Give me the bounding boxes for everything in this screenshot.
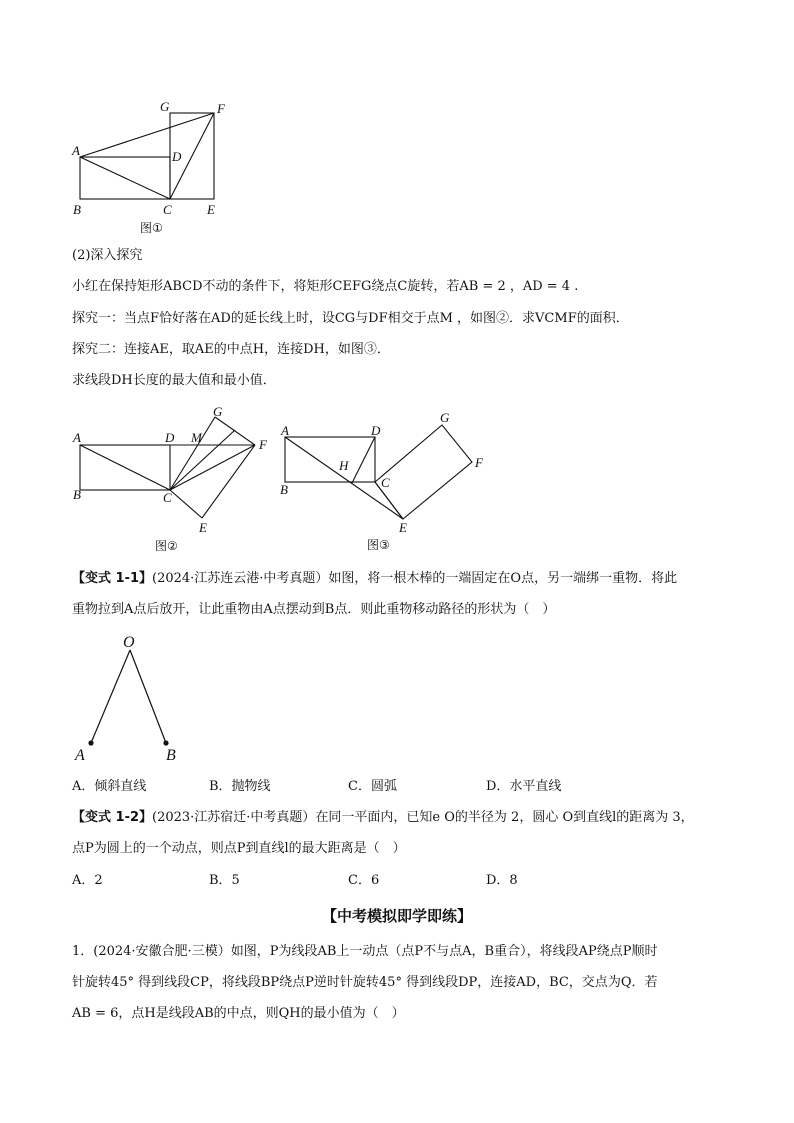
label-e: E xyxy=(199,520,207,535)
label-c: C xyxy=(163,202,172,217)
variant-1-2-line-2: 点P为圆上的一个动点，则点P到直线l的最大距离是（ ） xyxy=(72,841,406,856)
variant-1-1-line-2: 重物拉到A点后放开，让此重物由A点摆动到B点．则此重物移动路径的形状为（ ） xyxy=(72,602,556,617)
label-a: A xyxy=(72,143,80,158)
figure-2-caption: 图② xyxy=(155,539,178,553)
label-d: D xyxy=(371,423,381,438)
variant-1-1-tag: 【变式 1-1】 xyxy=(72,571,153,586)
paragraph-2: 探究一：当点F恰好落在AD的延长线上时，设CG与DF相交于点M ，如图②．求VCMF的面积． xyxy=(72,311,629,326)
figure-1 xyxy=(60,95,260,240)
paragraph-1: 小红在保持矩形ABCD不动的条件下，将矩形CEFG绕点C旋转，若AB = 2 ，AD = 4 . xyxy=(72,279,579,294)
label-e: E xyxy=(207,202,215,217)
variant-1-2-tag: 【变式 1-2】 xyxy=(72,810,153,825)
label-f: F xyxy=(475,455,483,470)
variant-1-1-option-a[interactable]: A．倾斜直线 xyxy=(72,779,147,794)
label-h: H xyxy=(339,458,349,473)
variant-1-2-option-a[interactable]: A．2 xyxy=(72,873,103,888)
figure-1-caption: 图① xyxy=(140,221,163,235)
label-b: B xyxy=(73,202,81,217)
label-b: B xyxy=(166,747,176,764)
point-a xyxy=(88,740,93,745)
rectangle-cefg xyxy=(375,425,472,519)
problem-1-line-2: 针旋转45° 得到线段CP，将线段BP绕点P逆时针旋转45° 得到线段DP，连接AD，BC，交点为Q．若 xyxy=(72,975,658,990)
label-c: C xyxy=(163,490,172,505)
variant-1-1-option-b[interactable]: B．抛物线 xyxy=(209,779,271,794)
label-b: B xyxy=(280,482,288,497)
label-a: A xyxy=(281,423,289,438)
label-m: M xyxy=(191,430,202,445)
figure-3-caption: 图③ xyxy=(367,538,390,552)
point-b xyxy=(163,740,168,745)
section-heading: 【中考模拟即学即练】 xyxy=(321,907,472,925)
problem-1-line-1: 1．(2024·安徽合肥·三模）如图，P为线段AB上一动点（点P不与点A，B重合），将线段AP绕点P顺时 xyxy=(72,944,658,959)
variant-1-2-text: (2023·江苏宿迁·中考真题）在同一平面内，已知e O的半径为 2，圆心 O到直线l的距离为 3， xyxy=(152,810,694,825)
label-g: G xyxy=(160,99,170,114)
label-f: F xyxy=(217,101,225,116)
problem-1-line-3: AB = 6，点H是线段AB的中点，则QH的最小值为（ ） xyxy=(72,1006,405,1021)
pendulum-figure xyxy=(70,630,190,765)
label-d: D xyxy=(172,149,182,164)
figure-3 xyxy=(275,405,505,555)
label-f: F xyxy=(259,437,267,452)
label-g: G xyxy=(213,404,223,419)
paragraph-4: 求线段DH长度的最大值和最小值． xyxy=(72,373,276,388)
label-a: A xyxy=(75,747,85,764)
variant-1-1-option-d[interactable]: D．水平直线 xyxy=(486,779,562,794)
label-e: E xyxy=(399,520,407,535)
variant-1-2-option-c[interactable]: C．6 xyxy=(348,873,380,888)
label-c: C xyxy=(381,475,390,490)
variant-1-1-text: (2024·江苏连云港·中考真题）如图，将一根木棒的一端固定在O点，另一端绑一重物．将此 xyxy=(152,571,678,586)
label-g: G xyxy=(440,410,450,425)
label-o: O xyxy=(123,634,135,651)
label-b: B xyxy=(73,487,81,502)
subheading: (2)深入探究 xyxy=(72,248,143,263)
variant-1-1-option-c[interactable]: C．圆弧 xyxy=(348,779,397,794)
paragraph-3: 探究二：连接AE，取AE的中点H，连接DH，如图③． xyxy=(72,342,390,357)
variant-1-2-line-1 xyxy=(72,809,742,827)
label-a: A xyxy=(73,430,81,445)
variant-1-1-line-1 xyxy=(72,570,742,588)
variant-1-2-option-b[interactable]: B．5 xyxy=(209,873,240,888)
variant-1-2-option-d[interactable]: D．8 xyxy=(486,873,518,888)
rectangle-abcd xyxy=(285,437,375,482)
figure-2 xyxy=(65,400,285,555)
label-d: D xyxy=(165,430,175,445)
